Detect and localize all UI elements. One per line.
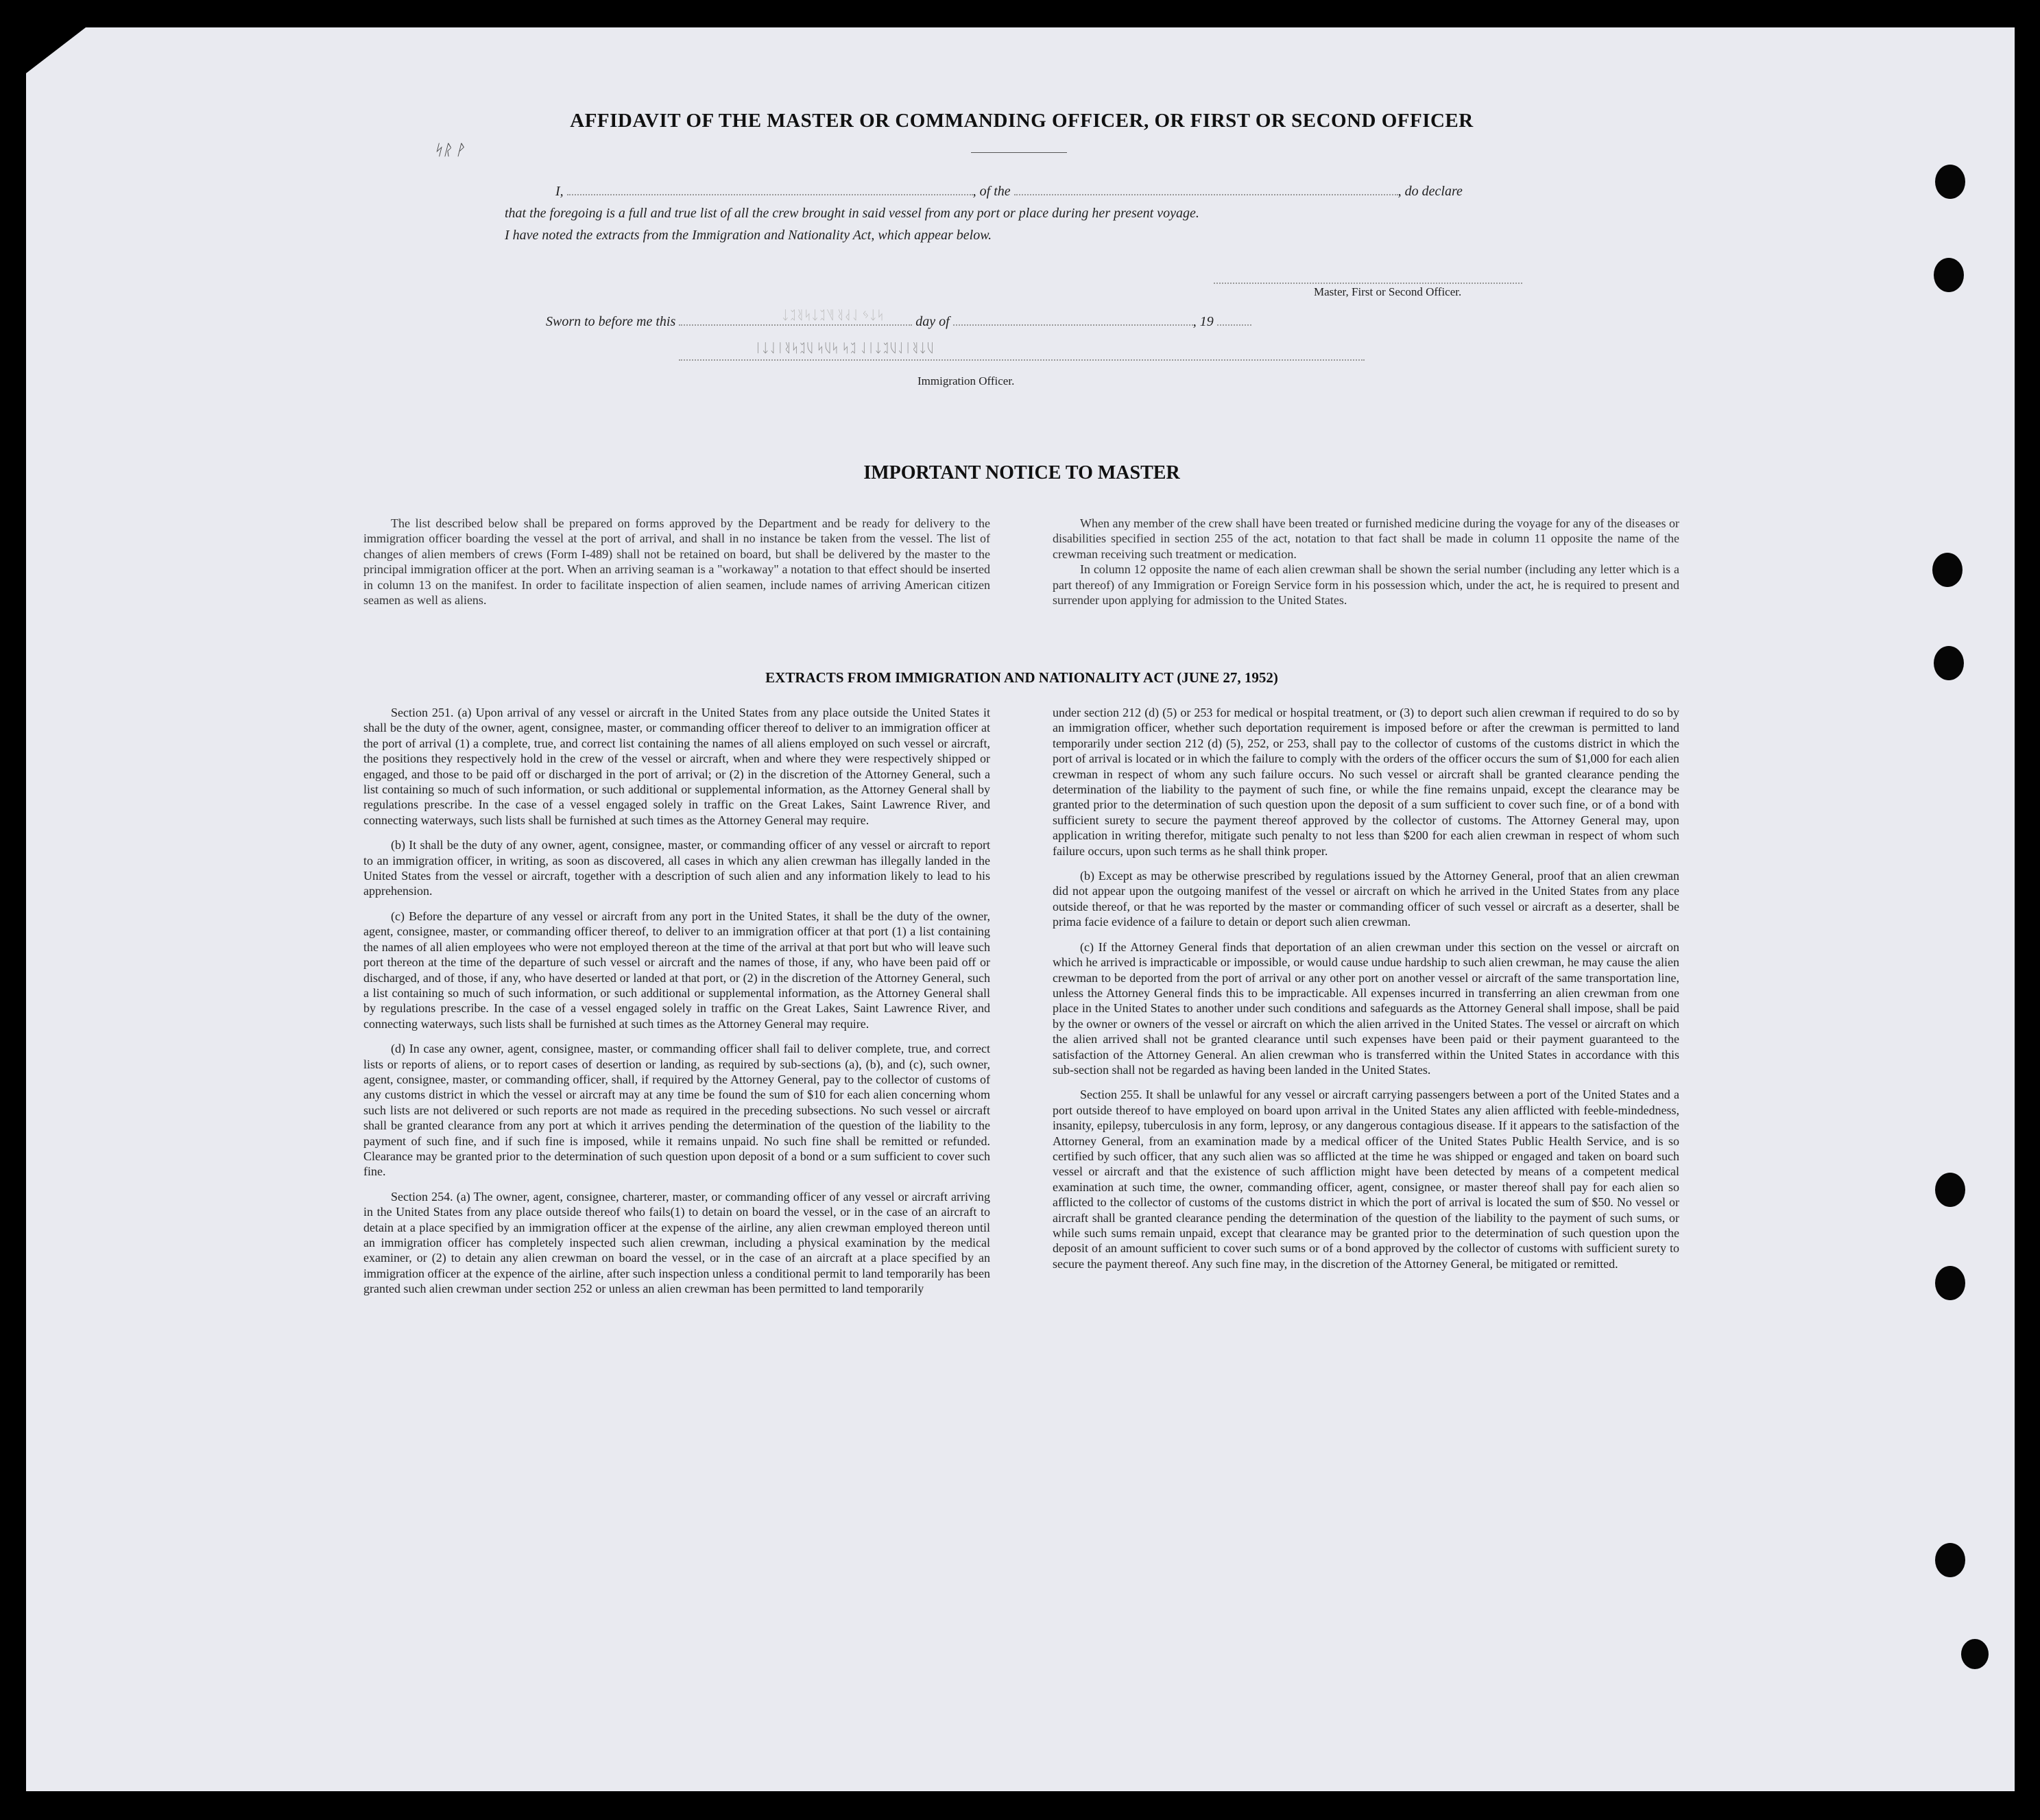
immigration-officer-signature-field[interactable] [679,350,1365,361]
year-field[interactable] [1217,315,1251,326]
punch-hole [1961,1639,1989,1669]
punch-hole [1932,553,1963,587]
declaration-line-1 [555,181,1533,202]
notice-left-paragraph: The list described below shall be prepared on forms approved by the Department and be ready for delivery to the immigration officer boarding the vessel at the port of arrival, and shall in no instance be taken from the vessel. The list of changes of alien members of crews (Form I-489) shall not be retained on board, but shall be delivered by the master to the principal immigration officer at the port. When an arriving seaman is a "workaway" a notation to that effect should be inserted in column 13 on the manifest. In order to facilitate inspection of alien seamen, include names of arriving American citizen seamen as well as aliens. [363,516,990,608]
section-254-a-continued: under section 212 (d) (5) or 253 for medical or hospital treatment, or (3) to deport such alien crewman if required to do so by an immigration officer, whether such deportation requirement is imposed before or after the crewman is permitted to land temporarily under section 212 (d) (5), 252, or 253, shall pay to the collector of customs of the customs district in which the port of arrival is located or in which the failure to comply with the orders of the officer occurs the sum of $1,000 for each alien crewman in respect of whom any such failure occurs. No such vessel or aircraft shall be granted clearance pending the determination of the liability to the payment of such fine, or while the fine remains unpaid, except the clearance may be granted prior to the determination of such question upon the deposit of a sum sufficient to cover such fine, or of a bond with sufficient surety to secure the payment thereof approved by the collector of customs. The Attorney General may, upon application in writing therefor, mitigate such penalty to not less than $200 for each alien crewman in respect of whom such failure occurs, upon such terms as he shall think proper. [1053,706,1679,858]
title-underline [971,152,1067,153]
section-251-a: Section 251. (a) Upon arrival of any vessel or aircraft in the United States from any place outside the United States it shall be the duty of the owner, agent, consignee, master, or commanding officer thereof to deliver to an immigration officer at the port of arrival (1) a complete, true, and correct list containing the names of all aliens employed on such vessel or aircraft, the positions they respectively hold in the crew of the vessel or aircraft, when and where they were respectively shipped or engaged, and those to be paid off or discharged in the port of arrival; or (2) in the discretion of the Attorney General, such a list containing so much of such information, or such additional or supplemental information, as the Attorney General shall by regulations prescribe. In the case of a vessel engaged solely in traffic on the Great Lakes, Saint Lawrence River, and connecting waterways, such lists shall be furnished at such times as the Attorney General may require. [363,706,990,827]
declaration-line-3: I have noted the extracts from the Immigration and Nationality Act, which appear below. [505,228,992,243]
faint-stamp-text-1: ᛋᛏᛃ ᛚᚹᚱ ᚣᛈᛏᛋᚱᛈᛏ [782,308,885,322]
punch-hole [1935,165,1965,199]
extracts-right-column [1053,705,1679,1281]
notice-right-paragraph-2: In column 12 opposite the name of each alien crewman shall be shown the serial number (including any letter which is a part thereof) of any Immigration or Foreign Service form in his possession which, under the act, he is required to present and surrender upon applying for admission to the United States. [1053,562,1679,608]
section-251-c: (c) Before the departure of any vessel or aircraft from any port in the United States, it shall be the duty of the owner, agent, consignee, master, or commanding officer thereof, to deliver to an immigration officer at that port (1) a list containing the names of all alien employees who were not employed thereon at the time of the arrival at that port but who will leave such port thereon at the time of the departure of such vessel or aircraft and the names of those, if any, who have been paid off or discharged, and of those, if any, who have deserted or landed at that port, or (2) in the discretion of the Attorney General, such a list containing so much of such information, or such additional or supplemental information, as the Attorney General shall by regulations prescribe. In the case of a vessel engaged solely in traffic on the Great Lakes, Saint Lawrence River, and connecting waterways, such lists shall be furnished at such times as the Attorney General may require. [363,909,990,1031]
notice-right-column [1053,516,1679,608]
declare-label: , do declare [1397,184,1463,199]
section-255: Section 255. It shall be unlawful for any vessel or aircraft carrying passengers between a port of the United States and a port outside thereof to have employed on board upon arrival in the United States any alien afflicted with feeble-mindedness, insanity, epilepsy, tuberculosis in any form, leprosy, or any dangerous contagious disease. If it appears to the satisfaction of the Attorney General, from an examination made by a medical officer of the United States Public Health Service, and is so certified by such officer, that any such alien was so afflicted at the time he was shipped or engaged and taken on board such vessel or aircraft and that the existence of such affliction might have been detected by means of a competent medical examination at such time, the owner, commanding officer, agent, consignee, or master thereof shall pay for each alien so afflicted to the collector of customs of the customs district in which the port of arrival is located the sum of $50. No vessel or aircraft shall be granted clearance pending the determination of the question of the liability to the payment of such sums, or while such sums remain unpaid, except that clearance may be granted prior to the determination of such question upon the deposit of an amount sufficient to cover such sums or of a bond approved by the collector of customs with sufficient surety to secure the payment thereof. Any such fine may, in the discretion of the Attorney General, be mitigated or remitted. [1053,1088,1679,1271]
punch-hole [1935,1543,1965,1577]
i-label: I, [555,184,564,199]
of-the-label: , of the [972,184,1011,199]
day-of-label: day of [915,314,950,329]
section-254-b: (b) Except as may be otherwise prescribed by regulations issued by the Attorney General, proof that an alien crewman did not appear upon the outgoing manifest of the vessel or aircraft on which he arrived in the United States from any place outside thereof, or that he was reported by the master or commanding officer of such vessel or aircraft as a deserter, shall be prima facie evidence of a failure to detain or deport such alien crewman. [1053,869,1679,929]
notice-title: IMPORTANT NOTICE TO MASTER [863,462,1180,483]
name-field[interactable] [567,184,973,195]
declaration-line-2: that the foregoing is a full and true list of all the crew brought in said vessel from any port or place during her present voyage. [505,206,1199,221]
year-label: , 19 [1192,314,1214,329]
notice-left-column [363,516,990,608]
punch-hole [1935,1266,1965,1300]
faint-stamp-text-2: ᚢᛏᚱᛁᛚᚢᛈᛏᛁᛚ ᛈᛋ ᛋᚢᛋ ᚢᛈᛋᚱᛁᛚᛏᛁ [754,341,934,355]
master-signature-field[interactable] [1214,273,1522,284]
sworn-label: Sworn to before me this [546,314,676,329]
section-254-a: Section 254. (a) The owner, agent, consignee, charterer, master, or commanding officer of any vessel or aircraft arriving in the United States from any place outside thereof who fails(1) to detain on board the vessel, or in the case of an aircraft to detain at a place specified by an immigration officer at the expense of the airline, any alien crewman employed thereon until an immigration officer has completely inspected such alien crewman, including a physical examination by the medical examiner, or (2) to detain any alien crewman on board the vessel, or in the case of an aircraft at a place specified by an immigration officer at the expence of the airline, after such inspection unless a conditional permit to land temporarily has been granted such alien crewman under section 252 or unless an alien crewman has been permitted to land temporarily [363,1189,990,1296]
extracts-left-column [363,705,990,1306]
handwritten-margin-note: ᛋᚱ ᚹ [433,141,465,158]
master-signature-label: Master, First or Second Officer. [1314,285,1462,298]
immigration-officer-label: Immigration Officer. [917,374,1015,387]
punch-hole [1934,258,1964,292]
punch-hole [1935,1173,1965,1207]
section-251-d: (d) In case any owner, agent, consignee, master, or commanding officer shall fail to deliver complete, true, and correct lists or reports of aliens, or to report cases of desertion or landing, as required by sub-sections (a), (b), and (c), such owner, agent, consignee, master, or commanding officer, shall, if required by the Attorney General, pay to the collector of customs of any customs district in which the vessel or aircraft may at any time be found the sum of $10 for each alien concerning whom such lists are not delivered or such reports are not made as required in the preceding subsections. No such vessel or aircraft shall be granted clearance from any port at which it arrives pending the determination of the question of the liability to the payment of such fine, and if such fine is imposed, while it remains unpaid. No such fine shall be remitted or refunded. Clearance may be granted prior to the determination of such question upon deposit of a bond or a sum sufficient to cover such fine. [363,1042,990,1179]
punch-hole [1934,646,1964,680]
notice-right-paragraph-1: When any member of the crew shall have been treated or furnished medicine during the voyage for any of the diseases or disabilities specified in section 255 of the act, notation to that fact shall be made in column 11 opposite the name of the crewman receiving such treatment or medication. [1053,516,1679,561]
sworn-line [546,311,1369,333]
vessel-field[interactable] [1014,184,1398,195]
month-field[interactable] [953,315,1193,326]
affidavit-title: AFFIDAVIT OF THE MASTER OR COMMANDING OFFICER, OR FIRST OR SECOND OFFICER [570,110,1474,132]
section-251-b: (b) It shall be the duty of any owner, agent, consignee, master, or commanding officer of any vessel or aircraft to report to an immigration officer, in writing, as soon as discovered, all cases in which any alien crewman has illegally landed in the United States from the vessel or aircraft, together with a description of such alien and any information likely to lead to his apprehension. [363,838,990,898]
section-254-c: (c) If the Attorney General finds that deportation of an alien crewman under this section on the vessel or aircraft on which he arrived is impracticable or impossible, or would cause undue hardship to such alien crewman, he may cause the alien crewman to be deported from the port of arrival or any other port on another vessel or aircraft of the same transportation line, unless the Attorney General finds this to be impracticable. All expenses incurred in transferring an alien crewman from one place in the United States to another under such conditions and safeguards as the Attorney General shall impose, shall be paid by the owner or owners of the vessel or aircraft on which the alien arrived in the United States. The vessel or aircraft on which the alien arrived shall not be granted clearance until such expenses have been paid or their payment guaranteed to the satisfaction of the Attorney General. An alien crewman who is transferred within the United States in accordance with this sub-section shall not be regarded as having been landed in the United States. [1053,939,1679,1077]
document-page [26,27,2015,1791]
extracts-title: EXTRACTS FROM IMMIGRATION AND NATIONALITY ACT (JUNE 27, 1952) [765,669,1278,686]
